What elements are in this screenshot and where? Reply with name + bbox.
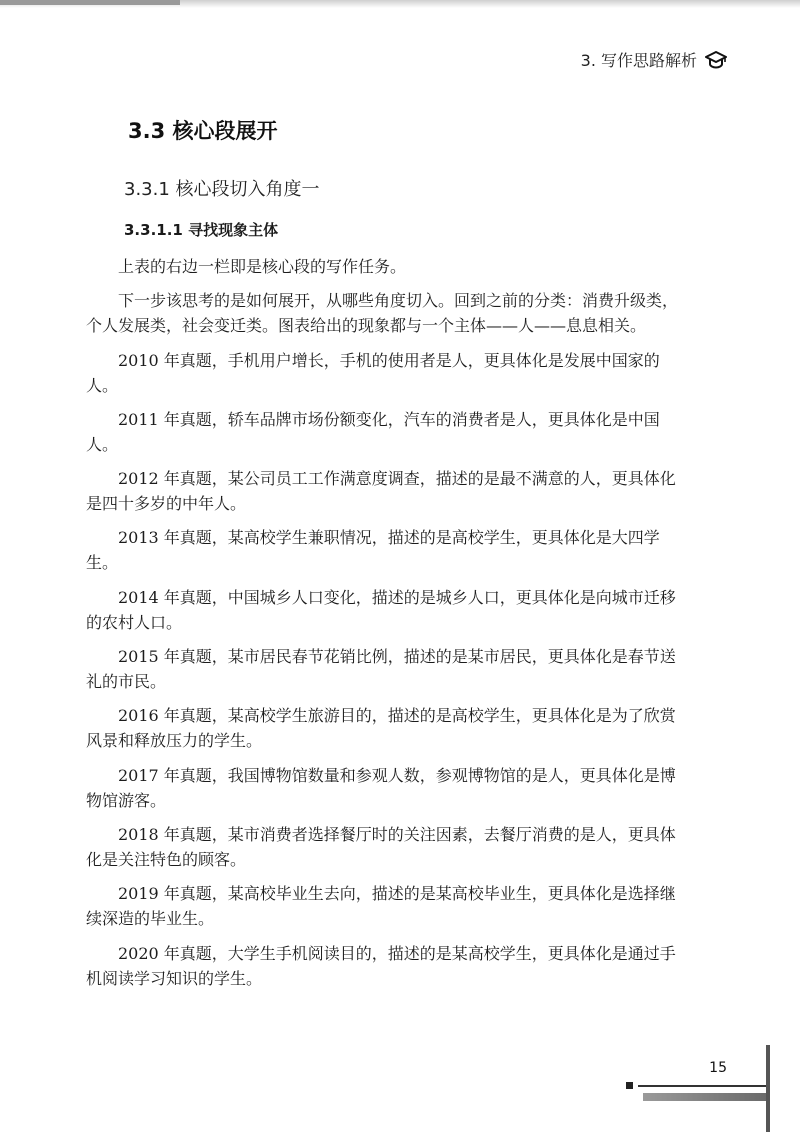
paragraph: 2018 年真题，某市消费者选择餐厅时的关注因素，去餐厅消费的是人，更具体化是关注特色的顾客。 — [86, 824, 676, 869]
paragraph: 2014 年真题，中国城乡人口变化，描述的是城乡人口，更具体化是向城市迁移的农村人口。 — [86, 587, 676, 632]
paragraph: 2019 年真题，某高校毕业生去向，描述的是某高校毕业生，更具体化是选择继续深造的毕业生。 — [86, 884, 676, 929]
paragraph: 2013 年真题，某高校学生兼职情况，描述的是高校学生，更具体化是大四学生。 — [86, 528, 660, 573]
paragraph: 2011 年真题，轿车品牌市场份额变化，汽车的消费者是人，更具体化是中国人。 — [86, 409, 660, 454]
section-title: 3.3 核心段展开 — [128, 119, 278, 143]
subsubsection-title: 3.3.1.1 寻找现象主体 — [124, 221, 279, 239]
paragraph: 2010 年真题，手机用户增长，手机的使用者是人，更具体化是发展中国家的人。 — [86, 350, 660, 395]
subsection-title: 3.3.1 核心段切入角度一 — [124, 179, 320, 200]
running-header — [581, 48, 727, 71]
page-number: 15 — [709, 1060, 727, 1076]
scan-edge-mark — [0, 0, 180, 5]
chapter-header-text: 3. 写作思路解析 — [580, 51, 697, 70]
footer-bar — [643, 1093, 768, 1101]
paragraph: 2012 年真题，某公司员工工作满意度调查，描述的是最不满意的人，更具体化是四十多岁的中年人。 — [86, 469, 676, 514]
footer-square-mark — [626, 1082, 633, 1089]
paragraph: 2020 年真题，大学生手机阅读目的，描述的是某高校学生，更具体化是通过手机阅读学习知识的学生。 — [86, 943, 676, 988]
paragraph: 2015 年真题，某市居民春节花销比例，描述的是某市居民，更具体化是春节送礼的市民。 — [86, 647, 676, 692]
paragraph: 上表的右边一栏即是核心段的写作任务。 — [118, 257, 407, 276]
footer-rule — [638, 1085, 766, 1087]
paragraph: 2016 年真题，某高校学生旅游目的，描述的是高校学生，更具体化是为了欣赏风景和释放压力的学生。 — [86, 706, 676, 751]
paragraph: 下一步该思考的是如何展开，从哪些角度切入。回到之前的分类：消费升级类，个人发展类，社会变迁类。图表给出的现象都与一个主体——人——息息相关。 — [86, 291, 679, 336]
page-edge-bar — [766, 1045, 770, 1132]
paragraph: 2017 年真题，我国博物馆数量和参观人数，参观博物馆的是人，更具体化是博物馆游客。 — [86, 765, 676, 810]
body-text — [86, 254, 686, 1000]
graduation-cap-icon — [705, 50, 727, 70]
